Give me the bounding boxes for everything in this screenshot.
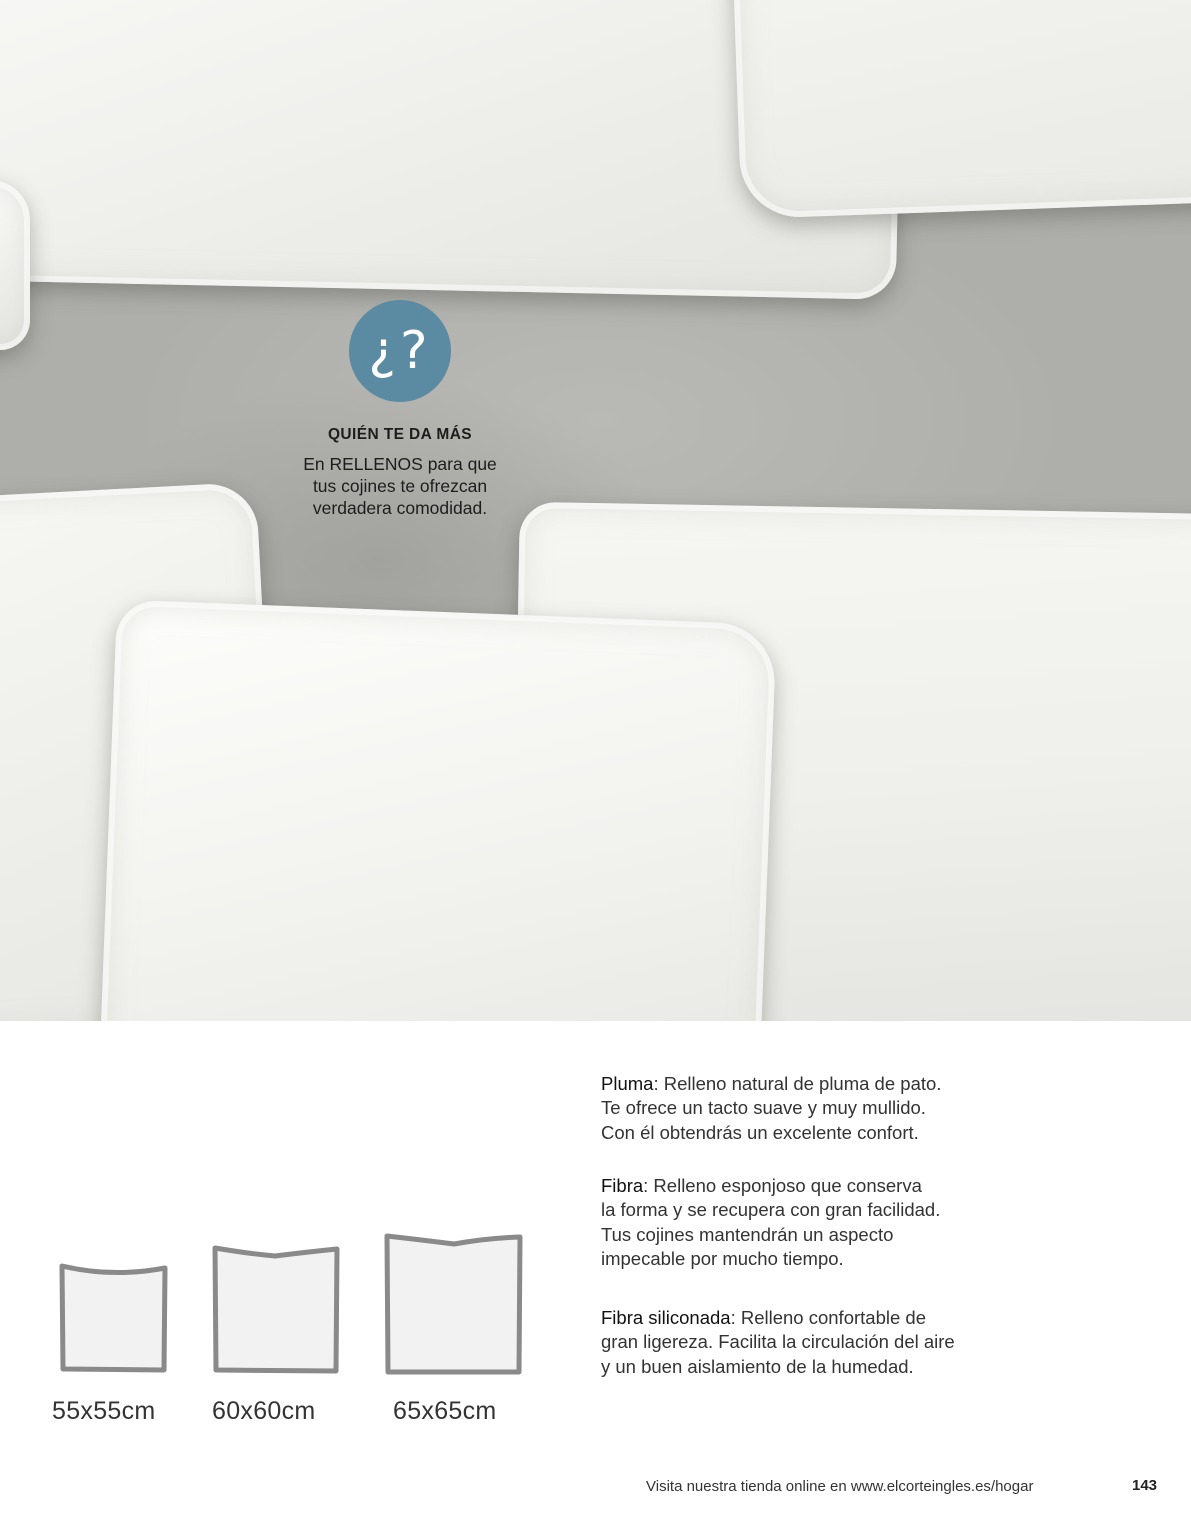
- page-number: 143: [1132, 1477, 1158, 1494]
- filling-fibra-siliconada: [601, 1306, 1081, 1379]
- filling-name: Pluma: [601, 1073, 654, 1094]
- filling-description: Tus cojines mantendrán un aspecto: [601, 1223, 894, 1245]
- hero-text-line: tus cojines te ofrezcan: [312, 476, 488, 496]
- filling-description: la forma y se recupera con gran facilidad.: [601, 1199, 941, 1221]
- size-label: 65x65cm: [393, 1397, 497, 1425]
- filling-description: Con él obtendrás un excelente confort.: [601, 1121, 919, 1143]
- filling-description: : Relleno confortable de: [730, 1307, 926, 1328]
- question-badge-icon: ¿?: [349, 300, 451, 402]
- filling-description: : Relleno natural de pluma de pato.: [653, 1073, 942, 1094]
- filling-description: impecable por mucho tiempo.: [601, 1247, 844, 1269]
- cushion-60-icon: [211, 1244, 341, 1374]
- filling-description: y un buen aislamiento de la humedad.: [601, 1355, 914, 1377]
- pillow-front: [99, 600, 777, 1021]
- filling-name: Fibra siliconada: [601, 1307, 731, 1328]
- hero-text: [250, 453, 550, 519]
- pillow-top-right: [729, 0, 1191, 219]
- cushion-65-icon: [382, 1232, 524, 1376]
- filling-first-line: [601, 1072, 1081, 1096]
- pillow-edge-left: [0, 180, 30, 350]
- filling-first-line: [601, 1306, 1081, 1330]
- cushion-55-icon: [58, 1262, 170, 1374]
- size-label: 55x55cm: [52, 1397, 156, 1425]
- filling-first-line: [601, 1174, 1081, 1198]
- hero-text-line: En RELLENOS para que: [303, 454, 497, 474]
- footer-store-link[interactable]: Visita nuestra tienda online en www.elcorteingles.es/hogar: [646, 1478, 1034, 1495]
- hero-title: QUIÉN TE DA MÁS: [327, 426, 473, 443]
- filling-description: : Relleno esponjoso que conserva: [643, 1175, 922, 1196]
- hero-text-line: verdadera comodidad.: [312, 498, 488, 518]
- filling-name: Fibra: [601, 1175, 644, 1196]
- filling-pluma: [601, 1072, 1081, 1145]
- filling-description: gran ligereza. Facilita la circulación del aire: [601, 1331, 955, 1353]
- size-label: 60x60cm: [212, 1397, 316, 1425]
- filling-description: Te ofrece un tacto suave y muy mullido.: [601, 1097, 926, 1119]
- filling-fibra: [601, 1174, 1081, 1271]
